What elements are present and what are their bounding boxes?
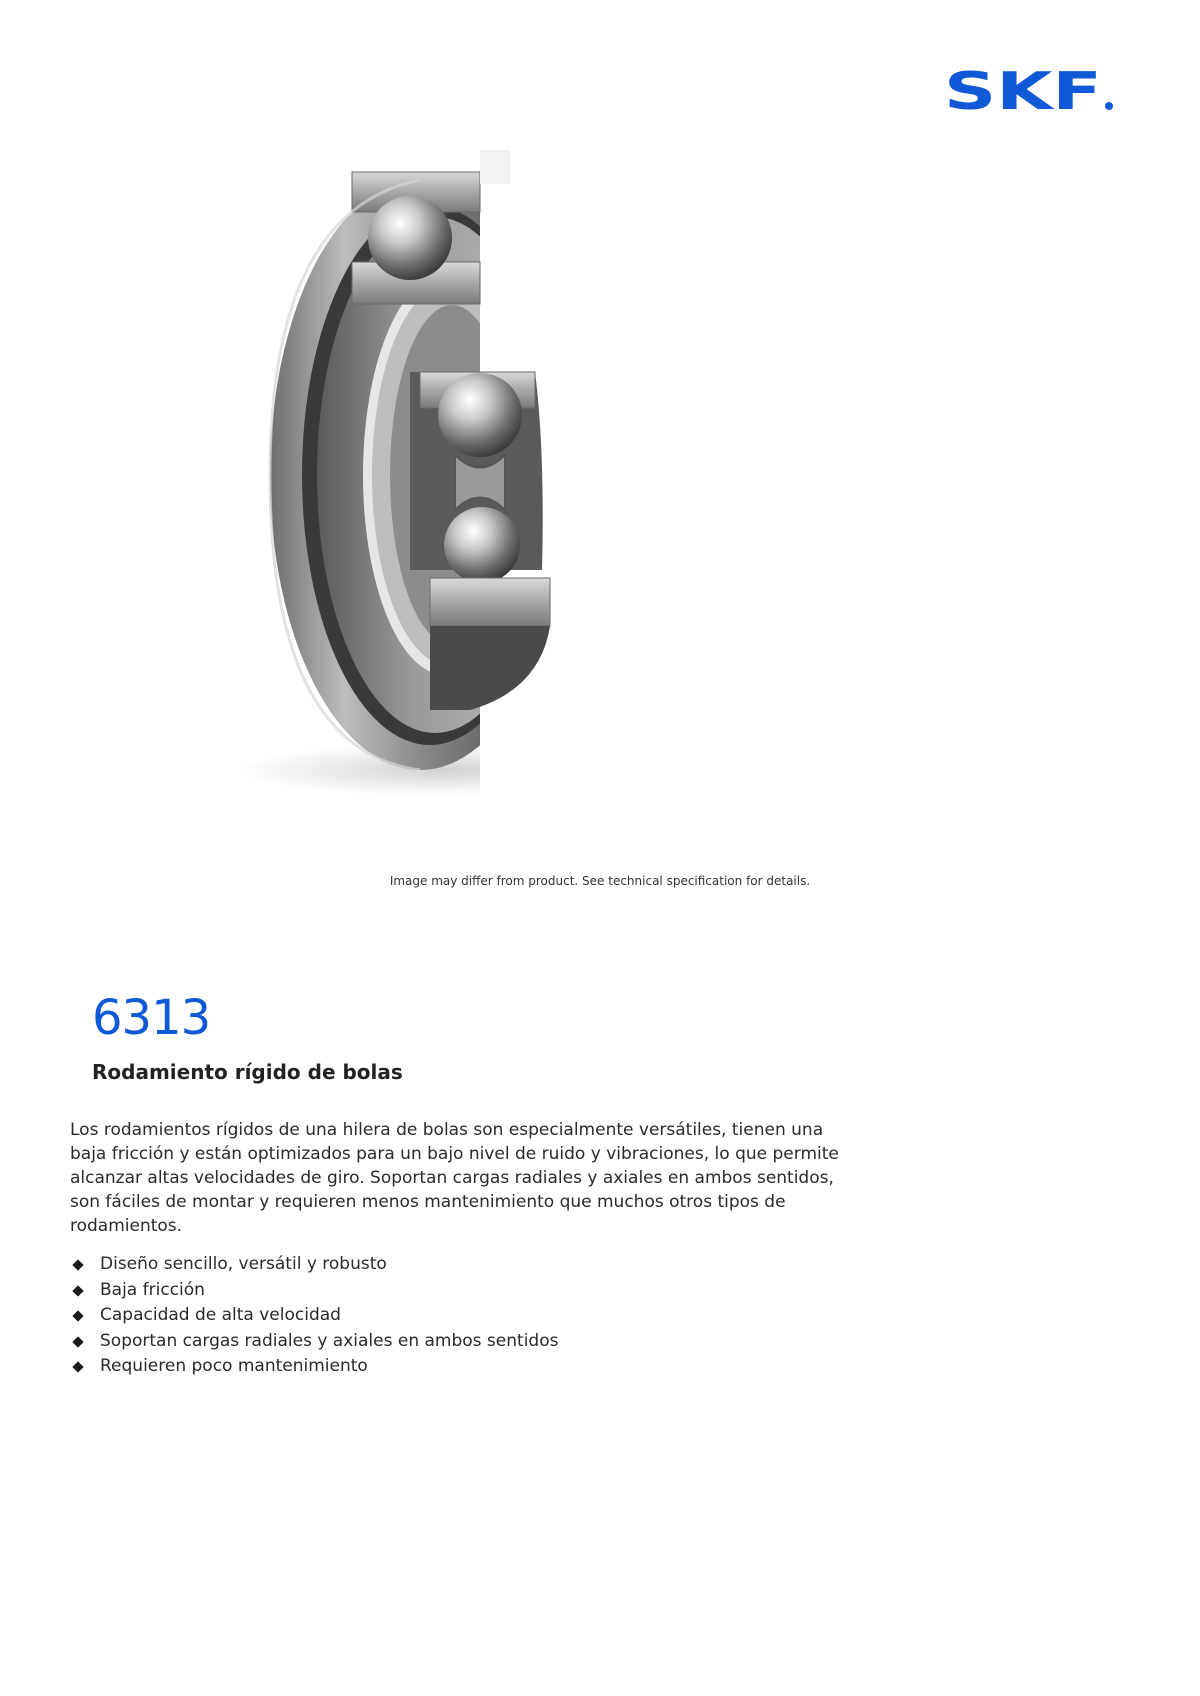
product-designation: 6313 <box>92 990 211 1046</box>
feature-text: Capacidad de alta velocidad <box>100 1305 341 1325</box>
feature-list <box>70 1252 558 1380</box>
feature-item <box>70 1329 558 1355</box>
diamond-bullet-icon <box>72 1310 83 1321</box>
product-description: Los rodamientos rígidos de una hilera de bolas son especialmente versátiles, tienen una baja fricción y están optimizados para un bajo nivel de ruido y vibraciones, lo que permite alcanzar altas velocidades de giro. Soportan cargas radiales y axiales en ambos sentidos, son fáciles de montar y requieren menos mantenimiento que muchos otros tipos de rodamientos. <box>70 1120 839 1236</box>
diamond-bullet-icon <box>72 1361 83 1372</box>
feature-text: Requieren poco mantenimiento <box>100 1356 368 1376</box>
feature-text: Diseño sencillo, versátil y robusto <box>100 1254 387 1274</box>
diamond-bullet-icon <box>72 1259 83 1270</box>
skf-logo <box>944 66 1114 114</box>
diamond-bullet-icon <box>72 1285 83 1296</box>
logo-registered-dot <box>1105 102 1113 110</box>
feature-item <box>70 1252 558 1278</box>
diamond-bullet-icon <box>72 1336 83 1347</box>
feature-item <box>70 1303 558 1329</box>
product-type: Rodamiento rígido de bolas <box>92 1060 403 1084</box>
feature-item <box>70 1354 558 1380</box>
feature-text: Soportan cargas radiales y axiales en ambos sentidos <box>100 1330 559 1351</box>
image-disclaimer: Image may differ from product. See technical specification for details. <box>389 874 811 888</box>
logo-text: SKF <box>944 66 1102 114</box>
feature-text: Baja fricción <box>100 1279 205 1300</box>
feature-item <box>70 1278 558 1304</box>
bearing-image <box>230 150 690 800</box>
